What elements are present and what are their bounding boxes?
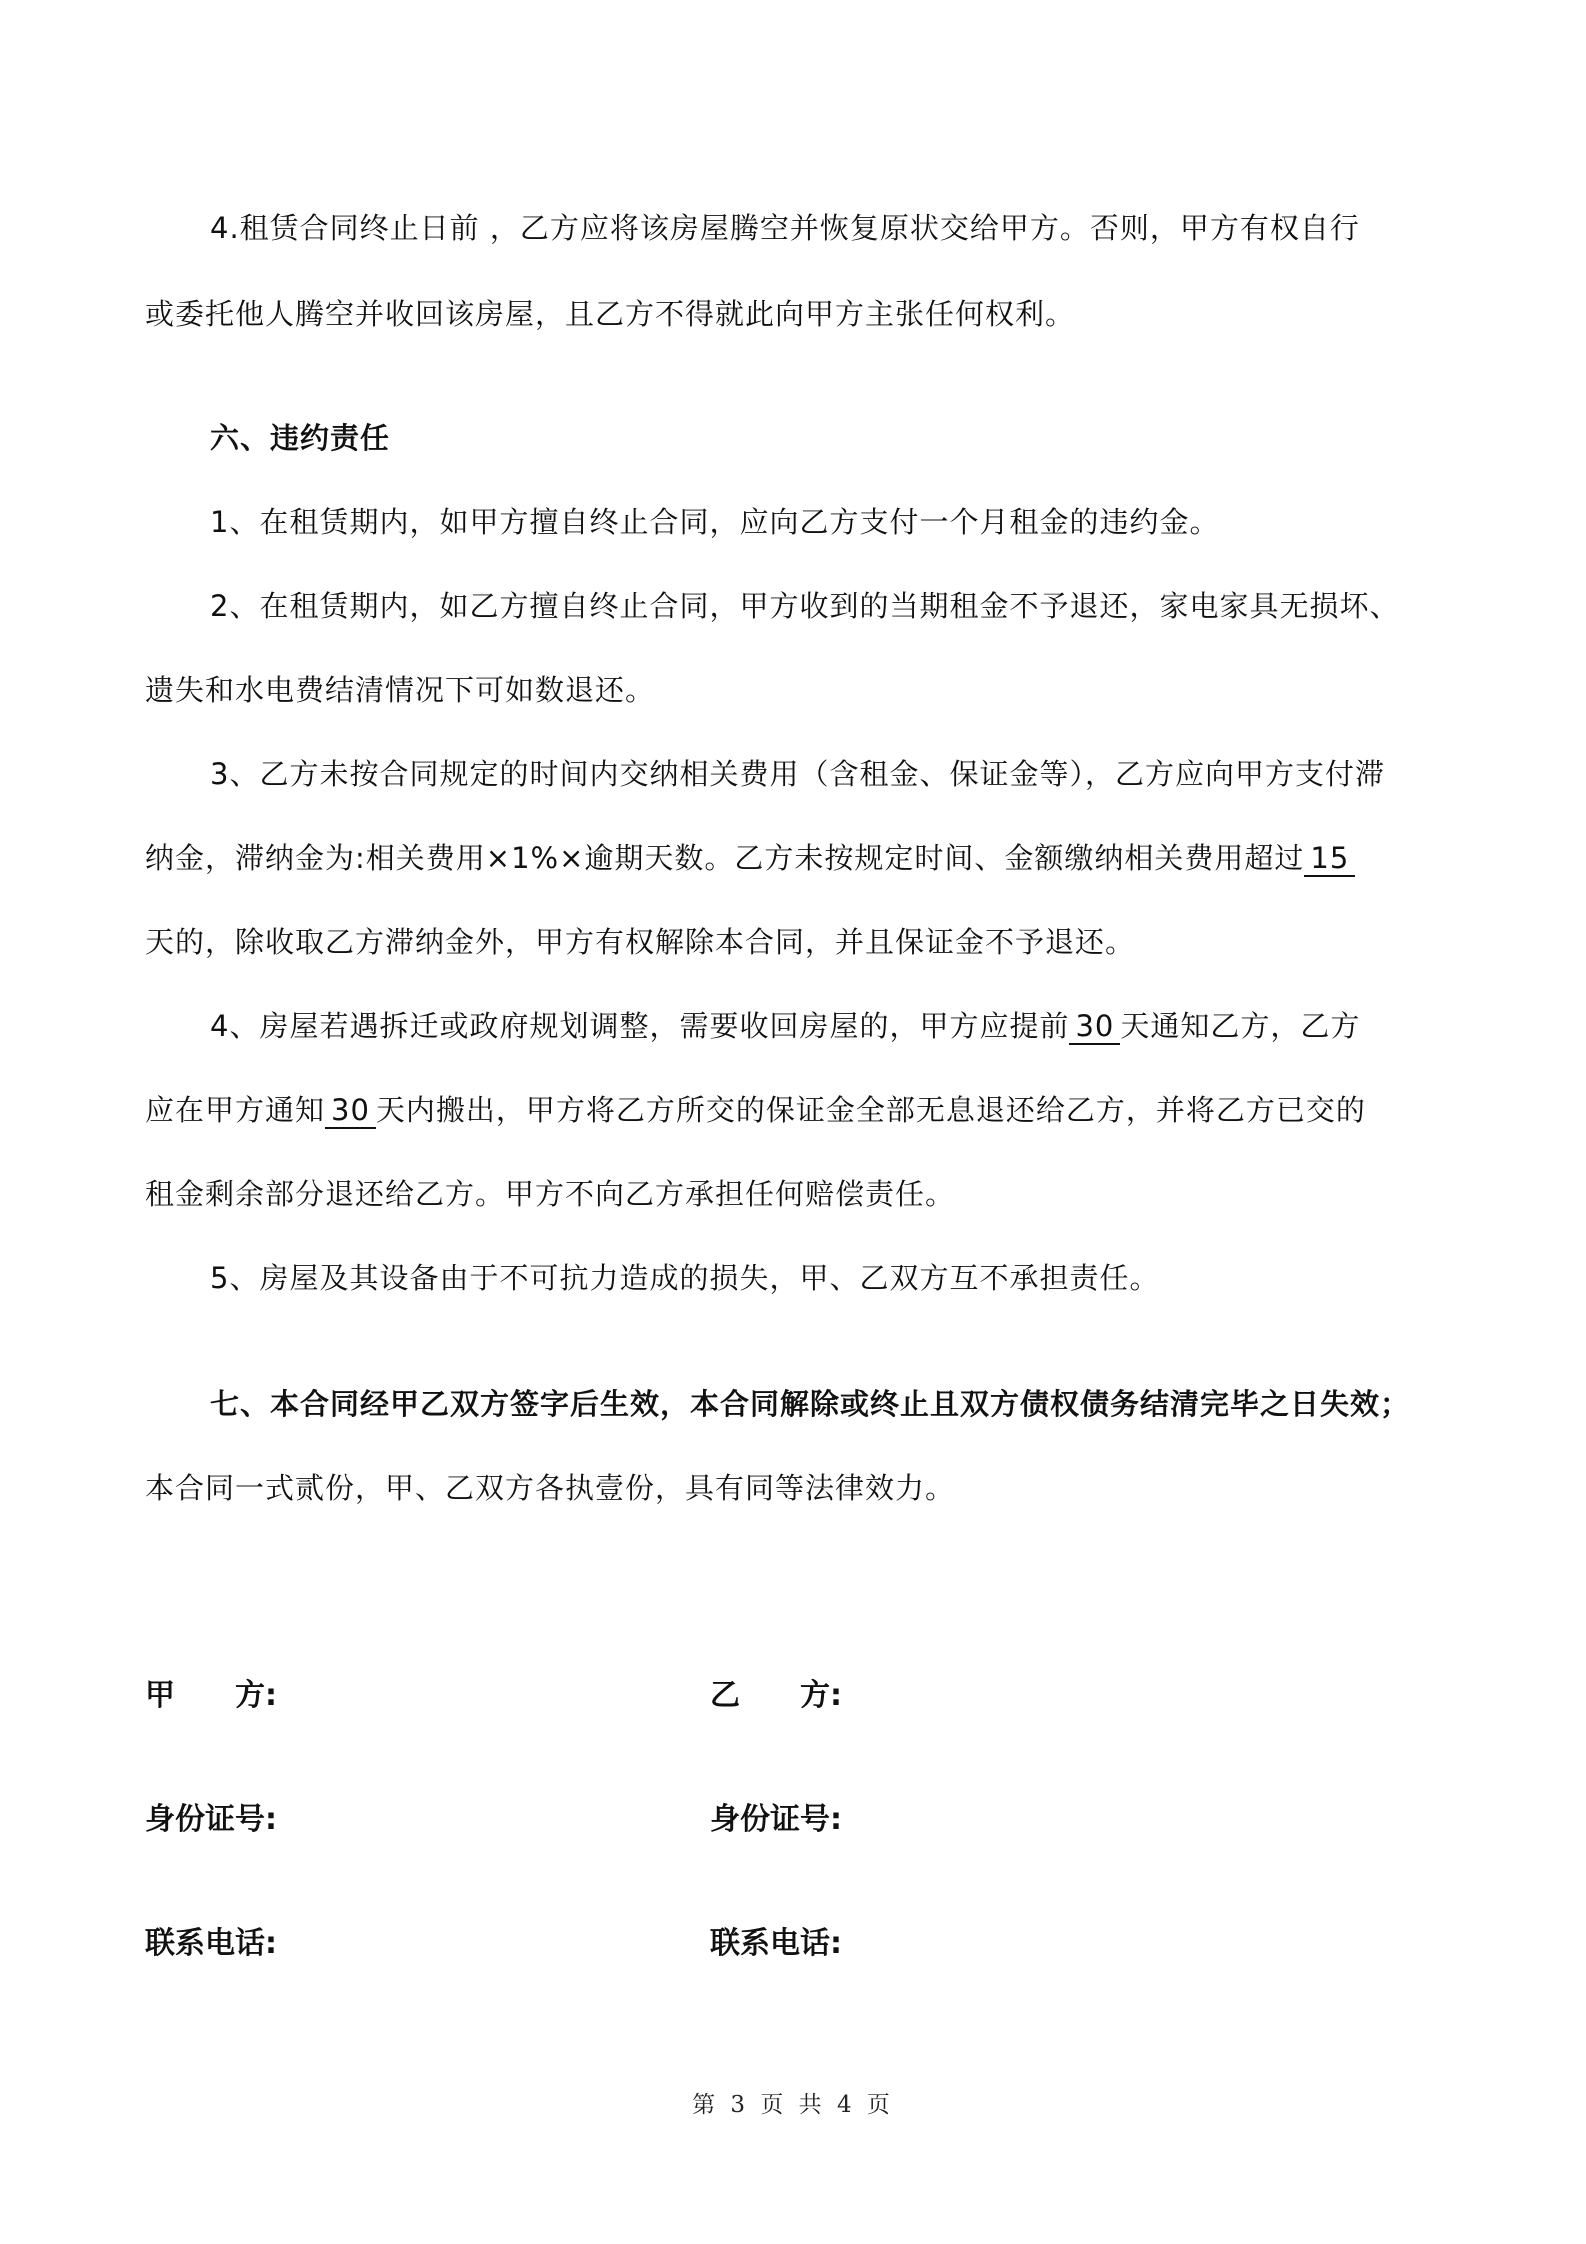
section7-line1	[210, 1384, 1410, 1424]
section6-item3-line2-text: 纳金，滞纳金为:相关费用×1%×逾期天数。乙方未按规定时间、金额缴纳相关费用超过	[145, 841, 1305, 875]
clause5-item4-line2: 或委托他人腾空并收回该房屋，且乙方不得就此向甲方主张任何权利。	[145, 297, 1076, 331]
section6-item3-line3: 天的，除收取乙方滞纳金外，甲方有权解除本合同，并且保证金不予退还。	[145, 925, 1136, 959]
section6-item4-line1-post: 天通知乙方，乙方	[1120, 1009, 1361, 1043]
section6-heading: 六、违约责任	[210, 421, 391, 455]
section6-item3-line2	[145, 838, 1355, 878]
page-number-footer: 第 3 页 共 4 页	[692, 2092, 894, 2118]
section7-line1-text: 七、本合同经甲乙双方签字后生效，本合同解除或终止且双方债权债务结清完毕之日失效；	[210, 1387, 1411, 1421]
party-a-label: 甲 方:	[145, 1678, 277, 1713]
party-b-label: 乙 方:	[710, 1678, 842, 1713]
section6-item4-line1-pre: 4、房屋若遇拆迁或政府规划调整，需要收回房屋的，甲方应提前	[210, 1009, 1070, 1043]
section6-item3-line1: 3、乙方未按合同规定的时间内交纳相关费用（含租金、保证金等），乙方应向甲方支付滞	[210, 757, 1385, 791]
section6-item5: 5、房屋及其设备由于不可抗力造成的损失，甲、乙双方互不承担责任。	[210, 1261, 1160, 1295]
section6-item4-line2	[145, 1090, 1366, 1130]
section7-line2: 本合同一式贰份，甲、乙双方各执壹份，具有同等法律效力。	[145, 1471, 956, 1505]
section6-item1: 1、在租赁期内，如甲方擅自终止合同，应向乙方支付一个月租金的违约金。	[210, 505, 1220, 539]
overdue-days-value: 15	[1304, 841, 1355, 877]
section6-item4-line2-post: 天内搬出，甲方将乙方所交的保证金全部无息退还给乙方，并将乙方已交的	[375, 1093, 1366, 1127]
party-a-id-label: 身份证号:	[145, 1802, 277, 1837]
notice-days-value: 30	[1069, 1009, 1120, 1045]
section6-item2-line1: 2、在租赁期内，如乙方擅自终止合同，甲方收到的当期租金不予退还，家电家具无损坏、	[210, 589, 1400, 623]
party-a-phone-label: 联系电话:	[145, 1926, 277, 1961]
party-b-phone-label: 联系电话:	[710, 1926, 842, 1961]
section6-item4-line3: 租金剩余部分退还给乙方。甲方不向乙方承担任何赔偿责任。	[145, 1177, 956, 1211]
section6-item4-line1	[210, 1006, 1360, 1046]
section6-item2-line2: 遗失和水电费结清情况下可如数退还。	[145, 673, 656, 707]
move-out-days-value: 30	[325, 1093, 376, 1129]
party-b-id-label: 身份证号:	[710, 1802, 842, 1837]
clause5-item4-line1: 4.租赁合同终止日前 ，乙方应将该房屋腾空并恢复原状交给甲方。否则，甲方有权自行	[210, 211, 1360, 245]
section6-item4-line2-pre: 应在甲方通知	[145, 1093, 326, 1127]
